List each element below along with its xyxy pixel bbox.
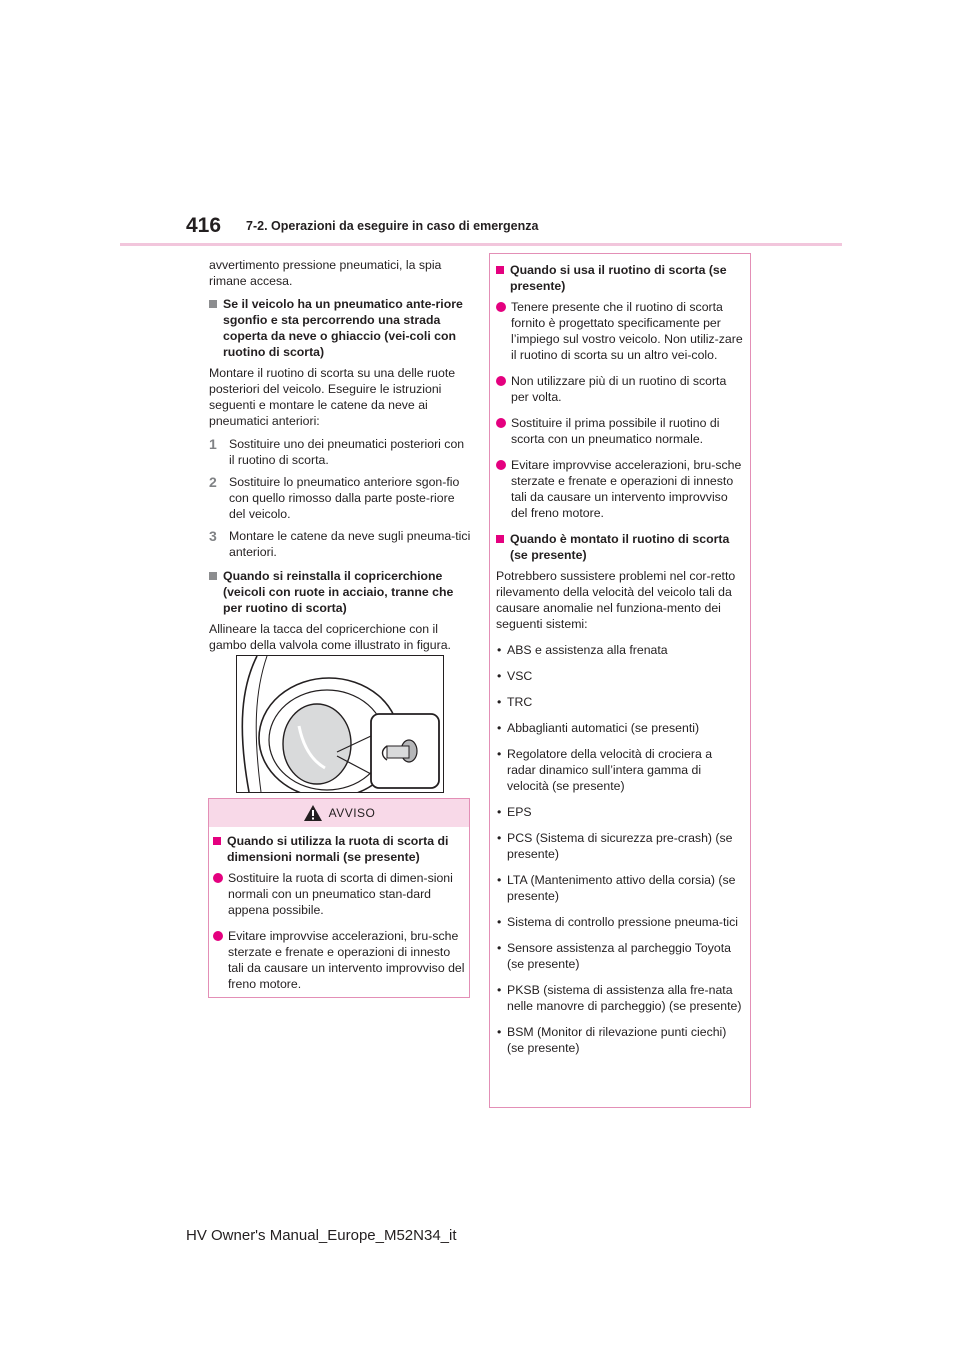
warning-heading [213, 833, 465, 865]
warning-title: AVVISO [328, 806, 376, 820]
wheel-cap-illustration [236, 655, 444, 793]
info-paragraph: Potrebbero sussistere problemi nel cor-retto rilevamento della velocità del veicolo tali da causare anomalie nel funziona-mento dei seguenti sistemi: [496, 569, 736, 631]
heading-text: Quando si usa il ruotino di scorta (se presente) [510, 263, 727, 293]
warning-triangle-icon [303, 804, 323, 822]
system-list-item [496, 642, 744, 658]
system-list-item [496, 694, 744, 710]
step-text: Sostituire uno dei pneumatici posteriori con il ruotino di scorta. [229, 437, 465, 467]
list-bullet: • [497, 669, 502, 683]
intro-paragraph: avvertimento pressione pneumatici, la spia rimane accesa. [209, 258, 442, 288]
step-item [209, 436, 471, 468]
info-heading [496, 262, 744, 294]
warning-bullet [213, 870, 465, 918]
step-item [209, 474, 471, 522]
system-list-item [496, 914, 744, 930]
list-text: BSM (Monitor di rilevazione punti ciechi) (se presente) [507, 1025, 727, 1055]
system-list-item [496, 804, 744, 820]
heading-text: Se il veicolo ha un pneumatico ante-riore sgonfio e sta percorrendo una strada coperta da neve o ghiaccio (vei-coli con ruotino di scorta) [223, 297, 463, 359]
list-bullet: • [497, 915, 502, 929]
list-text: EPS [507, 805, 532, 819]
step-text: Sostituire lo pneumatico anteriore sgon-fio con quello rimosso dalla parte poste-riore del veicolo. [229, 475, 460, 521]
list-bullet: • [497, 983, 502, 997]
step-number: 1 [209, 436, 217, 452]
system-list-item [496, 746, 744, 794]
bullet-text: Sostituire il prima possibile il ruotino di scorta con un pneumatico normale. [511, 416, 720, 446]
heading-text: Quando si reinstalla il copricerchione (veicoli con ruote in acciaio, tranne che per ruotino di scorta) [223, 569, 454, 615]
circle-bullet-icon [496, 302, 506, 312]
body-paragraph: Allineare la tacca del copricerchione con il gambo della valvola come illustrato in figura. [209, 622, 451, 652]
list-text: Sistema di controllo pressione pneuma-tici [507, 915, 739, 929]
list-text: VSC [507, 669, 533, 683]
bullet-text: Non utilizzare più di un ruotino di scorta per volta. [511, 374, 727, 404]
bullet-text: Tenere presente che il ruotino di scorta fornito è progettato specificamente per l’impiego sul vostro veicolo. Non utiliz-zare il ruotino di scorta su un altro vei-colo. [511, 300, 743, 362]
warning-bullet [213, 928, 465, 992]
bullet-text: Evitare improvvise accelerazioni, bru-sche sterzate e frenate e operazioni di innesto tali da causare un intervento improvviso del freno motore. [511, 458, 742, 520]
system-list-item [496, 1024, 744, 1056]
heading-text: Quando si utilizza la ruota di scorta di dimensioni normali (se presente) [227, 834, 449, 864]
step-item [209, 528, 471, 560]
system-list-item [496, 872, 744, 904]
square-bullet-icon [496, 266, 504, 274]
system-list-item [496, 982, 744, 1014]
section-heading [209, 568, 471, 616]
bullet-text: Evitare improvvise accelerazioni, bru-sche sterzate e frenate e operazioni di innesto tali da causare un intervento improvviso del freno motore. [228, 929, 465, 991]
footer-text: HV Owner's Manual_Europe_M52N34_it [186, 1227, 457, 1244]
list-text: PCS (Sistema di sicurezza pre-crash) (se presente) [507, 831, 733, 861]
list-text: Regolatore della velocità di crociera a radar dinamico sull’intera gamma di velocità (se presente) [507, 747, 713, 793]
list-text: ABS e assistenza alla frenata [507, 643, 668, 657]
circle-bullet-icon [496, 418, 506, 428]
warning-header [209, 799, 469, 827]
left-column [209, 257, 471, 660]
list-bullet: • [497, 747, 502, 761]
circle-bullet-icon [213, 931, 223, 941]
info-body [490, 254, 750, 1056]
list-bullet: • [497, 873, 502, 887]
info-bullet [496, 415, 744, 447]
warning-box [208, 798, 470, 998]
list-text: TRC [507, 695, 533, 709]
list-bullet: • [497, 831, 502, 845]
section-heading [209, 296, 471, 360]
system-list-item [496, 830, 744, 862]
list-text: Sensore assistenza al parcheggio Toyota (se presente) [507, 941, 731, 971]
system-list-item [496, 668, 744, 684]
list-text: LTA (Mantenimento attivo della corsia) (se presente) [507, 873, 736, 903]
info-bullet [496, 299, 744, 363]
info-heading [496, 531, 744, 563]
info-bullet [496, 373, 744, 405]
heading-text: Quando è montato il ruotino di scorta (se presente) [510, 532, 730, 562]
list-bullet: • [497, 805, 502, 819]
square-bullet-icon [496, 535, 504, 543]
system-list-item [496, 940, 744, 972]
list-bullet: • [497, 695, 502, 709]
wheel-cap-drawing [237, 656, 443, 792]
bullet-text: Sostituire la ruota di scorta di dimen-sioni normali con un pneumatico stan-dard appena possibile. [228, 871, 453, 917]
circle-bullet-icon [213, 873, 223, 883]
list-text: PKSB (sistema di assistenza alla fre-nata nelle manovre di parcheggio) (se presente) [507, 983, 742, 1013]
circle-bullet-icon [496, 376, 506, 386]
list-bullet: • [497, 941, 502, 955]
list-text: Abbaglianti automatici (se presenti) [507, 721, 700, 735]
step-number: 3 [209, 528, 217, 544]
circle-bullet-icon [496, 460, 506, 470]
system-list-item [496, 720, 744, 736]
list-bullet: • [497, 721, 502, 735]
warning-body [209, 827, 469, 992]
square-bullet-icon [213, 837, 221, 845]
list-bullet: • [497, 643, 502, 657]
list-bullet: • [497, 1025, 502, 1039]
info-box [489, 253, 751, 1108]
step-text: Montare le catene da neve sugli pneuma-tici anteriori. [229, 529, 471, 559]
info-bullet [496, 457, 744, 521]
body-paragraph: Montare il ruotino di scorta su una delle ruote posteriori del veicolo. Eseguire le istruzioni seguenti e montare le catene da neve ai pneumatici anteriori: [209, 366, 456, 428]
square-bullet-icon [209, 300, 217, 308]
square-bullet-icon [209, 572, 217, 580]
page-number: 416 [186, 214, 222, 237]
step-number: 2 [209, 474, 217, 490]
header-rule [120, 243, 842, 246]
section-title: 7-2. Operazioni da eseguire in caso di emergenza [246, 219, 539, 233]
